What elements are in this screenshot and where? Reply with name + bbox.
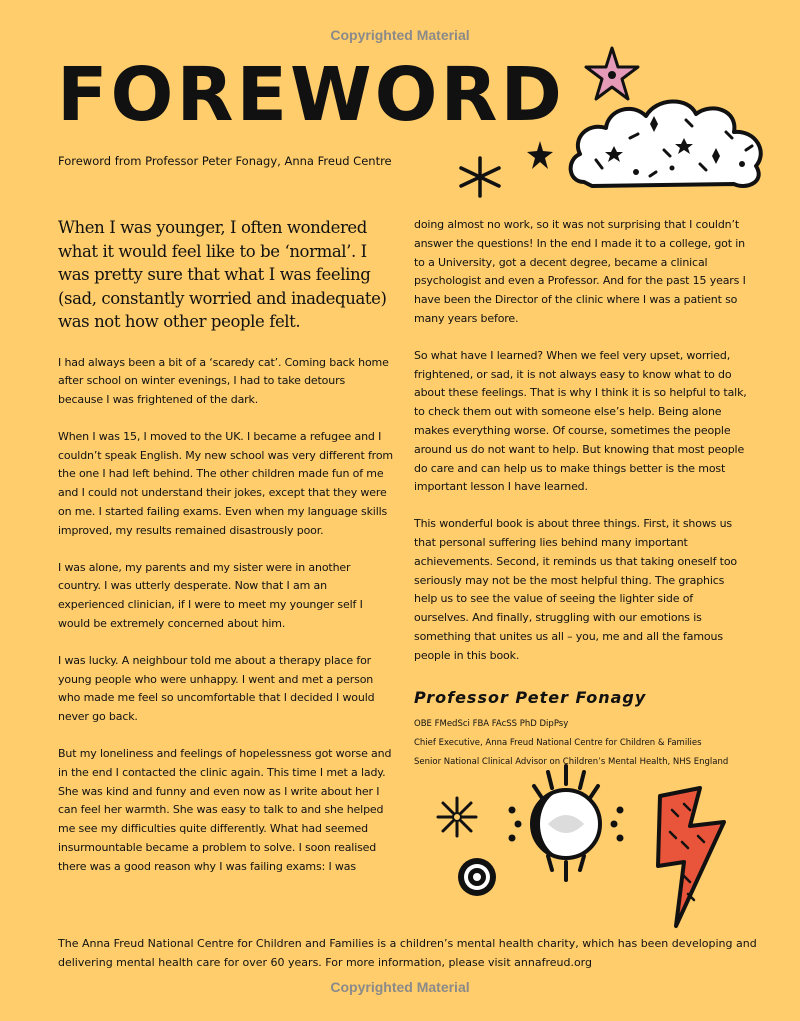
watermark-top: Copyrighted Material bbox=[330, 27, 470, 43]
target-icon bbox=[456, 856, 498, 898]
asterisk-icon bbox=[458, 156, 502, 198]
page-title: FOREWORD bbox=[57, 52, 565, 138]
signature-advisor-role: Senior National Clinical Advisor on Children’s Mental Health, NHS England bbox=[414, 756, 729, 767]
body-paragraph: When I was 15, I moved to the UK. I became a refugee and I couldn’t speak English. My new school was very different from the one I had left behind. The other children made fun of me and I could not understand their jokes, except that they were on me. I started failing exams. Even when my language skills improved, my results remained disastrously poor. bbox=[58, 429, 393, 537]
eye-sun-icon bbox=[504, 762, 628, 884]
lead-paragraph: When I was younger, I often wondered what it would feel like to be ‘normal’. I was pretty sure that what I was feeling (sad, constantly worried and inadequate) was not how other people felt. bbox=[58, 218, 387, 331]
sparkle-burst-icon bbox=[434, 796, 480, 838]
body-paragraph: So what have I learned? When we feel very upset, worried, frightened, or sad, it is not always easy to know what to do about these feelings. That is why I think it is so helpful to talk, to check them out with someone else’s help. Being alone makes everything worse. Of course, sometimes the people around us do not want to help. But knowing that most people do care and can help us to make things better is the most important lesson I have learned. bbox=[414, 348, 747, 494]
signature-credentials: OBE FMedSci FBA FAcSS PhD DipPsy bbox=[414, 718, 569, 729]
body-paragraph: doing almost no work, so it was not surprising that I couldn’t answer the questions! In the end I made it to a college, got in to a University, got a decent degree, became a clinical psychologist and even a Professor. And for the past 15 years I have been the Director of the clinic where I was a patient so many years before. bbox=[414, 218, 746, 325]
left-column bbox=[58, 216, 393, 895]
body-paragraph: This wonderful book is about three things. First, it shows us that personal suffering lies behind many important achievements. Second, it reminds us that taking oneself too seriously may not be the most helpful thing. The graphics help us to see the value of seeing the lighter side of ourselves. And finally, struggling with our emotions is something that unites us all – you, me and all the famous people in this book. bbox=[414, 517, 737, 662]
lightning-bolt-icon bbox=[654, 786, 728, 930]
body-paragraph: I was alone, my parents and my sister were in another country. I was utterly desperate. Now that I am an experienced clinician, if I were to meet my younger self I would be extremely concerned about him. bbox=[58, 560, 363, 631]
black-star-icon bbox=[526, 140, 554, 170]
body-paragraph: I was lucky. A neighbour told me about a therapy place for young people who were unhappy. I went and met a person who made me feel so uncomfortable that I decided I would never go back. bbox=[58, 653, 375, 724]
footer-note: The Anna Freud National Centre for Children and Families is a children’s mental health charity, which has been developing and delivering mental health care for over 60 years. For more information, please visit annafreud.org bbox=[58, 937, 757, 969]
signature-title: Chief Executive, Anna Freud National Centre for Children & Families bbox=[414, 737, 702, 748]
body-paragraph: But my loneliness and feelings of hopelessness got worse and in the end I contacted the clinic again. This time I met a lady. She was kind and funny and even now as I write about her I can feel her warmth. She was easy to talk to and she helped me see my difficulties quite differently. What had seemed insurmountable became a problem to solve. I soon realised there was a good reason why I was failing exams: I was bbox=[58, 747, 392, 873]
page-subtitle: Foreword from Professor Peter Fonagy, Anna Freud Centre bbox=[58, 154, 392, 168]
body-paragraph: I had always been a bit of a ‘scaredy cat’. Coming back home after school on winter evenings, I had to take detours because I was frightened of the dark. bbox=[58, 355, 389, 407]
watermark-bottom: Copyrighted Material bbox=[330, 979, 470, 995]
signature-name: Professor Peter Fonagy bbox=[414, 687, 647, 707]
cloud-icon bbox=[566, 94, 770, 194]
right-column bbox=[414, 216, 749, 772]
